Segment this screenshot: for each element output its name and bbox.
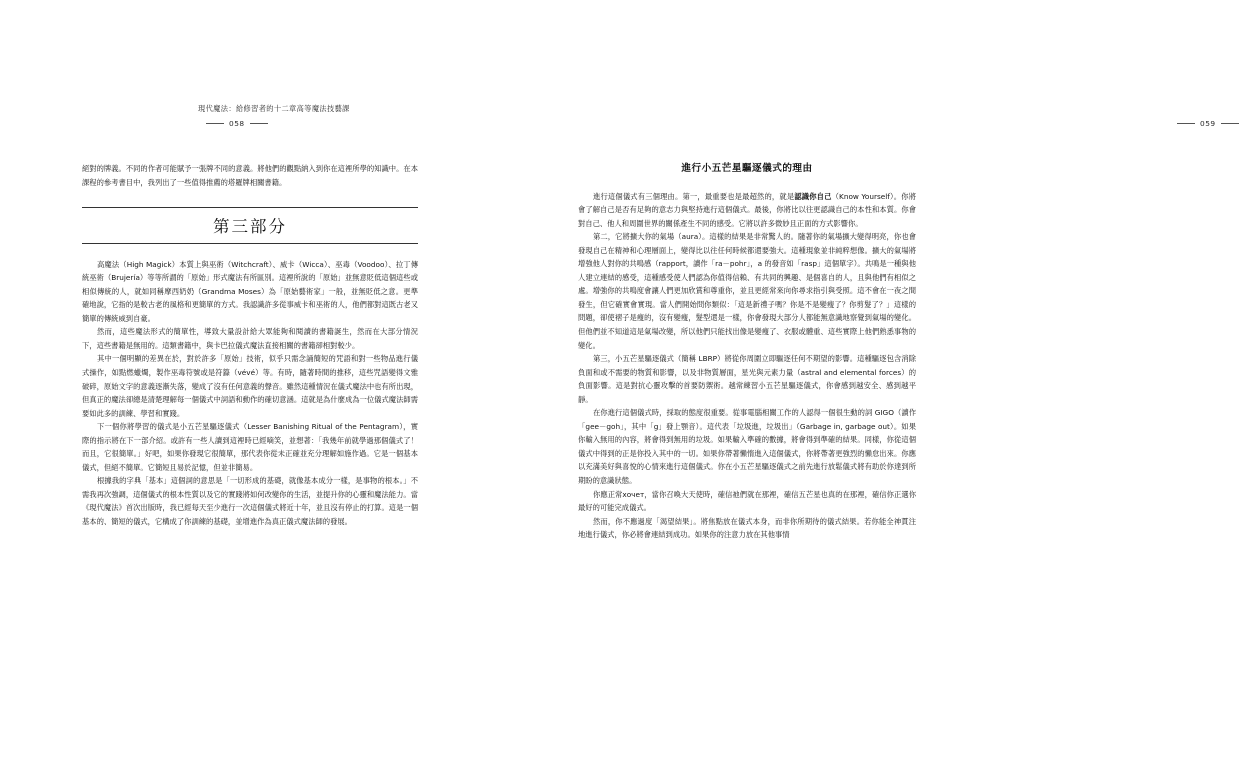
- emphasis-text: 認識你自己: [794, 191, 832, 201]
- text-run: 第二，它將擴大你的氣場（aura）。這樣的結果是非常驚人的。隨著你的氣場擴大變得明亮，你也會發現自己在精神和心理層面上，變得比以往任何時候都還要強大。這種現象並非純粹想像。擴大的氣場將增強他人對你的共鳴感（rapport，讀作「ra－pohr」，a 的發音如「rasp」這個單字）。共鳴是一種與他人建立連結的感受，這種感受使人們認為你值得信賴、有共同的興趣、是個喜自的人，且與他們有相似之處。增強你的共鳴度會讓人們更加欣賞和尊重你，並且更經常來向你尋求指引與受照。這不會在一夜之間發生，但它確實會實現。當人們開始問你類似：「這是新禮子嗎？你是不是變瘦了？你剪髮了？」這樣的問題，卻使褶子是瘦的，沒有變瘦，髮型還是一樣，你會發現大部分人都能無意識地察覺到氣場的變化。但他們並不知道這是氣場改變，所以他們只能找出像是變瘦了、衣服或體重、這些實際上他們熟悉事物的變化。: [578, 232, 916, 350]
- text-run: 第三，小五芒星驅逐儀式（簡稱 LBRP）將從你周圍立即驅逐任何不期望的影響。這種驅逐包含消除負面和或不需要的物質和影響，以及非物質層面，星光與元素力量（astral and elemental forces）的負面影響。這是對抗心靈攻擊的首要防禦術。越常練習小五芒星驅逐儀式，你會感到越安全、感到越平靜。: [578, 354, 916, 404]
- paragraph-continued: 絕對的牌義。不同的作者可能賦予一張牌不同的意義。將他們的觀點納入到你在這裡所學的知識中。在本課程的參考書目中，我列出了一些值得推薦的塔羅牌相關書籍。: [82, 164, 418, 187]
- paragraph: [578, 190, 916, 231]
- folio-rule-left: [1177, 123, 1195, 124]
- paragraph: 其中一個明顯的差異在於，對於許多「原始」技術，似乎只需念誦簡短的咒語和對一些物品進行儀式操作，如點燃蠟燭，製作巫毒符號或是符籙（vévé）等。有時，隨著時間的推移，這些咒語變得文雅破碎，原始文字的意義逐漸失落，變成了沒有任何意義的聲音。雖然這種情況在儀式魔法中也有所出現，但真正的魔法卻總是清楚理解每一個儀式中詞語和動作的確切意涵。這就是為什麼成為一位儀式魔法師需要如此多的訓練、學習和實踐。: [82, 354, 418, 418]
- folio-rule-right: [1221, 123, 1239, 124]
- text-run: 你應正常хочет，當你召喚大天使時，確信祂們就在那裡，確信五芒星也真的在那裡，確信你正選你最好的可能完成儀式。: [578, 489, 916, 513]
- folio-number-right: 059: [1200, 119, 1216, 128]
- page-number-left: [206, 119, 268, 128]
- part-title: 第三部分: [213, 217, 287, 237]
- text-run: 在你進行這個儀式時，採取的態度很重要。從事電腦相關工作的人認得一個很生動的詞 GIGO（讀作「gee－goh」，其中「g」發上顎音）。這代表「垃圾進，垃圾出」（Garbage in, garbage out）。如果你輸入無用的內容，將會得到無用的垃圾。如果輸入準確的數據，將會得到準確的結果。同樣，你從這個儀式中得到的正是你投入其中的一切。如果你帶著懶惰進入這個儀式，你將帶著更強烈的懶怠出來。你應以充滿美好與喜悅的心情來進行這個儀式。你在小五芒星驅逐儀式之前先進行放鬆儀式將有助於你達到所期盼的意識狀態。: [578, 408, 916, 486]
- paragraph: 根據我的字典「基本」這個詞的意思是「一切形成的基礎，就像基本成分一樣，是事物的根本。」不需我再次強調，這個儀式的根本性質以及它的實踐將如何改變你的生活，並提升你的心靈和魔法能力。當《現代魔法》首次出版時，我已經每天至少進行一次這個儀式將近十年，並且沒有停止的打算。這是一個基本的、簡短的儀式，它構成了你訓練的基礎，並增進作為真正儀式魔法師的發展。: [82, 476, 418, 527]
- text-run: 進行這個儀式有三個理由。第一，最重要也是最超然的，就是: [593, 191, 795, 201]
- folio-rule-left: [206, 123, 224, 124]
- running-head: 現代魔法：給修習者的十二章高等魔法技藝課: [198, 104, 350, 113]
- paragraph: 高魔法（High Magick）本質上與巫術（Witchcraft）、威卡（Wicca）、巫毒（Voodoo）、拉丁傳統巫術（Brujería）等等所謂的「原始」形式魔法有所區別。這裡所說的「原始」並無意貶低這個這些或相似傳統的人，就如同稱摩西奶奶（Grandma Moses）為「原始藝術家」一般，並無貶低之意。更準確地說，它指的是較古老的風格和更簡單的方式。我認識許多從事威卡和巫術的人，他們都對這既古老又簡單的傳統威到自豪。: [82, 259, 418, 323]
- paragraph: 然而，這些魔法形式的簡單性，導致大量設計給大眾能夠和閱讀的書籍誕生，然而在大部分情況下，這些書籍是無用的。這類書籍中，與卡巴拉儀式魔法直接相關的書籍卻相對較少。: [82, 327, 418, 350]
- page-number-right: [1177, 119, 1239, 128]
- paragraph: [578, 352, 916, 406]
- section-title: 進行小五芒星驅逐儀式的理由: [681, 163, 813, 174]
- text-run: 然而，你不應過度「渴望結果」。將焦點放在儀式本身，而非你所期待的儀式結果。若你能全神貫注地進行儀式，你必將會連結到成功。如果你的注意力放在其他事情: [578, 516, 916, 540]
- right-column-text: [578, 162, 916, 542]
- paragraph: [578, 406, 916, 487]
- folio-number-left: 058: [229, 119, 245, 128]
- part-divider-bottom: [82, 243, 418, 244]
- part-divider-top: [82, 207, 418, 208]
- text-run: （Know Yourself）。你將會了解自己是否有足夠的意志力與堅持進行這個儀式。最後，你將比以往更認識自己的本性和本質。你會對自己、他人和周圍世界的關係產生不同的感受。它將以許多微妙且正面的方式影響你。: [578, 191, 917, 228]
- paragraph: [578, 488, 916, 515]
- paragraph: [578, 515, 916, 542]
- paragraph: 下一個你將學習的儀式是小五芒星驅逐儀式（Lesser Banishing Ritual of the Pentagram），實際的指示將在下一部介紹。或許有一些人讀到這裡時已經嘀笑，並想著：「我幾年前就學過那個儀式了！而且，它很簡單。」好吧，如果你發現它很簡單，那代表你從未正確並充分理解如施作過。它是一個基本儀式，但絕不簡單。它簡短且易於記憶，但並非簡易。: [82, 422, 418, 472]
- folio-rule-right: [250, 123, 268, 124]
- left-column-text: [82, 162, 418, 529]
- section-body: [578, 190, 916, 542]
- paragraph: [578, 230, 916, 352]
